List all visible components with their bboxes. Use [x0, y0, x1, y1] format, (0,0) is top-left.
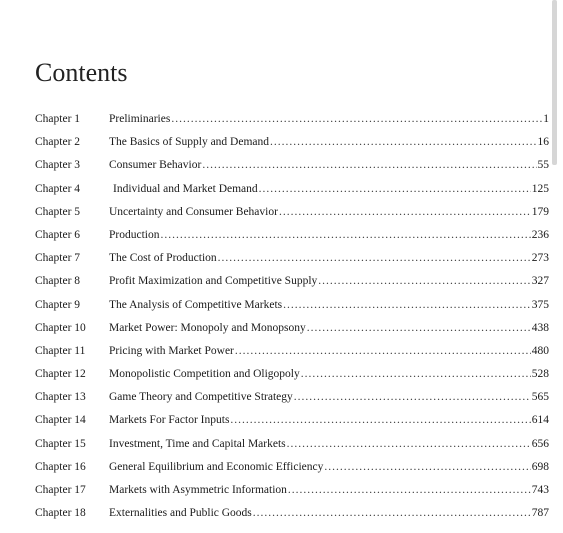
page-number: 125	[531, 182, 549, 195]
dot-leader	[270, 131, 536, 154]
vertical-scrollbar[interactable]	[552, 0, 557, 165]
chapter-title: Markets with Asymmetric Information	[109, 484, 287, 496]
toc-entry[interactable]	[35, 154, 549, 177]
dot-leader	[307, 317, 531, 340]
chapter-number: Chapter 5	[35, 205, 81, 218]
dot-leader	[160, 224, 530, 247]
chapter-number: Chapter 10	[35, 321, 86, 334]
chapter-number: Chapter 15	[35, 437, 86, 450]
chapter-title: Pricing with Market Power	[109, 344, 234, 357]
chapter-title: Consumer Behavior	[109, 159, 202, 172]
chapter-number: Chapter 18	[35, 507, 86, 520]
page-number: 179	[531, 205, 549, 218]
chapter-title: Uncertainty and Consumer Behavior	[109, 205, 278, 218]
toc-entry[interactable]	[35, 131, 549, 154]
page-number: 16	[537, 136, 549, 149]
dot-leader	[235, 340, 531, 363]
chapter-number: Chapter 7	[35, 252, 81, 265]
dot-leader	[287, 433, 531, 456]
chapter-title: Externalities and Public Goods	[109, 507, 252, 520]
toc-entry[interactable]	[35, 363, 549, 386]
dot-leader	[318, 270, 530, 293]
chapter-number: Chapter 2	[35, 136, 81, 149]
chapter-title: The Basics of Supply and Demand	[109, 136, 270, 149]
page-number: 656	[531, 437, 549, 450]
chapter-number: Chapter 12	[35, 368, 86, 381]
page-number: 1	[543, 113, 549, 125]
page-number: 787	[531, 507, 549, 520]
dot-leader	[202, 154, 536, 177]
dot-leader	[283, 294, 531, 317]
chapter-number: Chapter 13	[35, 391, 86, 404]
page-number: 236	[531, 228, 549, 241]
table-of-contents	[35, 108, 549, 525]
page-number: 528	[531, 368, 549, 381]
dot-leader	[171, 108, 542, 131]
chapter-title: The Cost of Production	[109, 252, 217, 265]
page-number: 698	[531, 460, 549, 473]
chapter-title: Game Theory and Competitive Strategy	[109, 391, 293, 404]
toc-entry[interactable]	[35, 247, 549, 270]
dot-leader	[218, 247, 531, 270]
page-number: 55	[537, 159, 549, 172]
toc-entry[interactable]	[35, 270, 549, 293]
chapter-number: Chapter 16	[35, 460, 86, 473]
chapter-number: Chapter 9	[35, 298, 81, 311]
chapter-number: Chapter 3	[35, 159, 81, 172]
chapter-number: Chapter 4	[35, 182, 81, 195]
page-number: 614	[531, 414, 549, 427]
page-number: 327	[531, 275, 549, 288]
page-number: 438	[531, 321, 549, 334]
chapter-title: Preliminaries	[109, 113, 171, 125]
chapter-title: Production	[109, 228, 160, 241]
dot-leader	[301, 363, 531, 386]
toc-entry[interactable]	[35, 502, 549, 525]
toc-entry[interactable]	[35, 456, 549, 479]
dot-leader	[294, 386, 531, 409]
toc-entry[interactable]	[35, 317, 549, 340]
toc-entry[interactable]	[35, 340, 549, 363]
toc-entry[interactable]	[35, 386, 549, 409]
chapter-number: Chapter 1	[35, 113, 81, 125]
chapter-title: The Analysis of Competitive Markets	[109, 298, 283, 311]
toc-entry[interactable]	[35, 178, 549, 201]
chapter-title: Monopolistic Competition and Oligopoly	[109, 368, 300, 381]
toc-entry[interactable]	[35, 409, 549, 432]
dot-leader	[259, 178, 531, 201]
dot-leader	[324, 456, 530, 479]
chapter-title: Individual and Market Demand	[113, 182, 258, 195]
toc-entry[interactable]	[35, 108, 549, 131]
dot-leader	[288, 479, 531, 502]
chapter-number: Chapter 8	[35, 275, 81, 288]
chapter-title: Markets For Factor Inputs	[109, 414, 230, 427]
toc-entry[interactable]	[35, 294, 549, 317]
page-number: 273	[531, 252, 549, 265]
chapter-number: Chapter 17	[35, 484, 86, 496]
page-number: 743	[531, 484, 549, 496]
page-number: 480	[531, 344, 549, 357]
chapter-title: Profit Maximization and Competitive Supply	[109, 275, 318, 288]
toc-entry[interactable]	[35, 479, 549, 502]
chapter-number: Chapter 11	[35, 344, 86, 357]
toc-entry[interactable]	[35, 433, 549, 456]
chapter-title: Investment, Time and Capital Markets	[109, 437, 286, 450]
toc-entry[interactable]	[35, 201, 549, 224]
page-number: 375	[531, 298, 549, 311]
toc-entry[interactable]	[35, 224, 549, 247]
page-number: 565	[531, 391, 549, 404]
page-title: Contents	[35, 58, 128, 87]
dot-leader	[253, 502, 531, 525]
chapter-number: Chapter 6	[35, 228, 81, 241]
chapter-title: Market Power: Monopoly and Monopsony	[109, 321, 306, 334]
chapter-number: Chapter 14	[35, 414, 86, 427]
chapter-title: General Equilibrium and Economic Efficiency	[109, 460, 324, 473]
dot-leader	[230, 409, 530, 432]
dot-leader	[279, 201, 531, 224]
